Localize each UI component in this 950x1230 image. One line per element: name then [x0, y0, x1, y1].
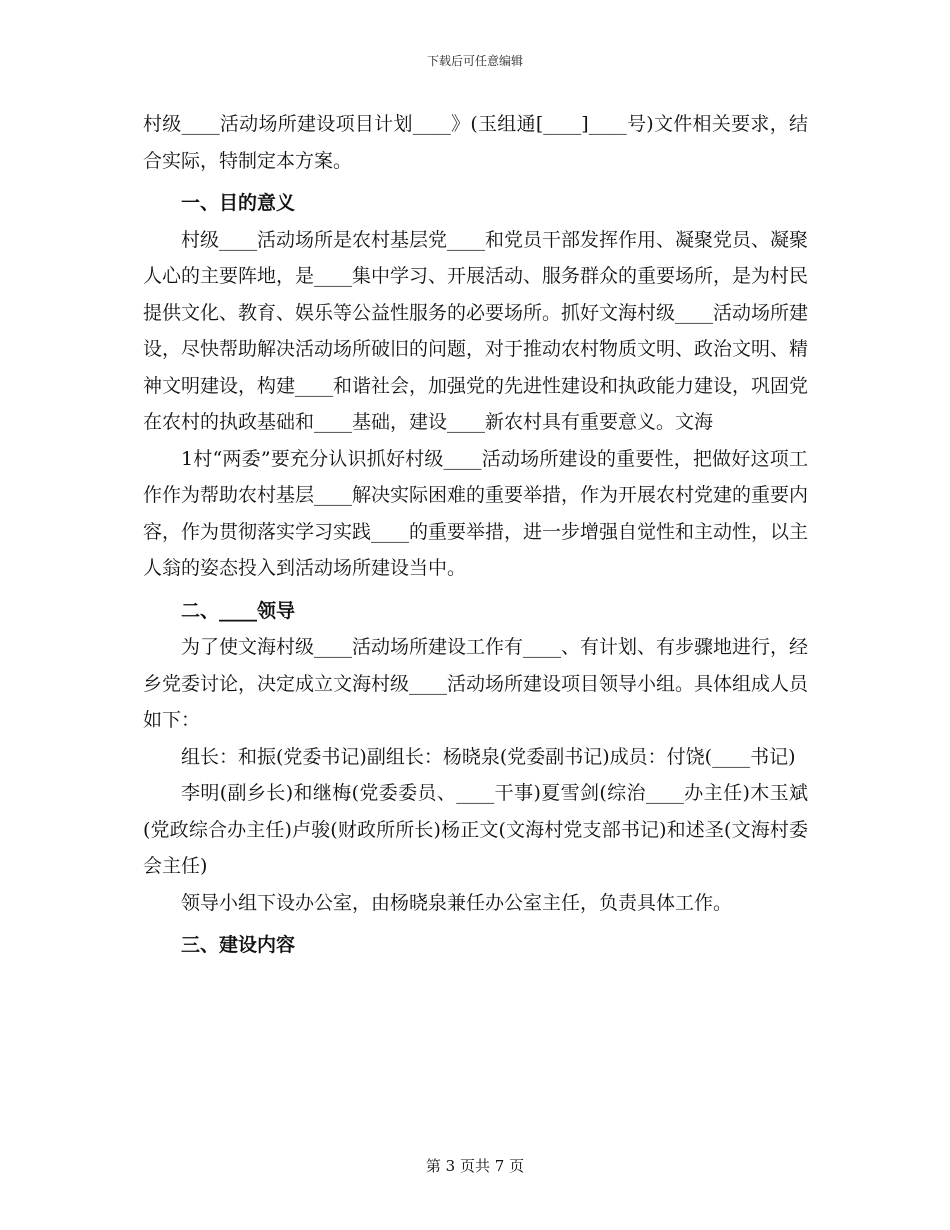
section-heading-leadership: 二、____领导	[181, 599, 296, 622]
section-heading-purpose: 一、目的意义	[181, 192, 296, 214]
paragraph-members-2: 李明(副乡长)和继梅(党委委员、____干事)夏雪剑(综治____办主任)木玉斌(党政综合办主任)卢骏(财政所所长)杨正文(文海村党支部书记)和述圣(文海村委会主任)	[143, 782, 808, 877]
page-header: 下载后可任意编辑	[426, 54, 523, 68]
paragraph-committees: 1村“两委”要充分认识抓好村级____活动场所建设的重要性，把做好这项工作作为帮助农村基层____解决实际困难的重要举措，作为开展农村党建的重要内容，作为贯彻落实学习实践____的重要举措，进一步增强自觉性和主动性，以主人翁的姿态投入到活动场所建设当中。	[143, 447, 809, 579]
paragraph-office: 领导小组下设办公室，由杨晓泉兼任办公室主任，负责具体工作。	[181, 891, 733, 914]
paragraph-leadership: 为了使文海村级____活动场所建设工作有____、有计划、有步骤地进行，经乡党委讨论，决定成立文海村级____活动场所建设项目领导小组。具体组成人员如下：	[143, 636, 809, 731]
document-body	[143, 106, 808, 964]
paragraph-intro: 村级____活动场所建设项目计划____》(玉组通[____]____号)文件相关要求，结合实际，特制定本方案。	[143, 113, 808, 172]
section-heading-content: 三、建设内容	[181, 934, 296, 956]
paragraph-members-1: 组长：和振(党委书记)副组长：杨晓泉(党委副书记)成员：付饶(____书记)	[181, 745, 796, 768]
page-footer: 第 3 页共 7 页	[425, 1157, 525, 1175]
paragraph-purpose: 村级____活动场所是农村基层党____和党员干部发挥作用、凝聚党员、凝聚人心的主要阵地，是____集中学习、开展活动、服务群众的重要场所，是为村民提供文化、教育、娱乐等公益性服务的必要场所。抓好文海村级____活动场所建设，尽快帮助解决活动场所破旧的问题，对于推动农村物质文明、政治文明、精神文明建设，构建____和谐社会，加强党的先进性建设和执政能力建设，巩固党在农村的执政基础和____基础，建设____新农村具有重要意义。文海	[143, 228, 809, 433]
